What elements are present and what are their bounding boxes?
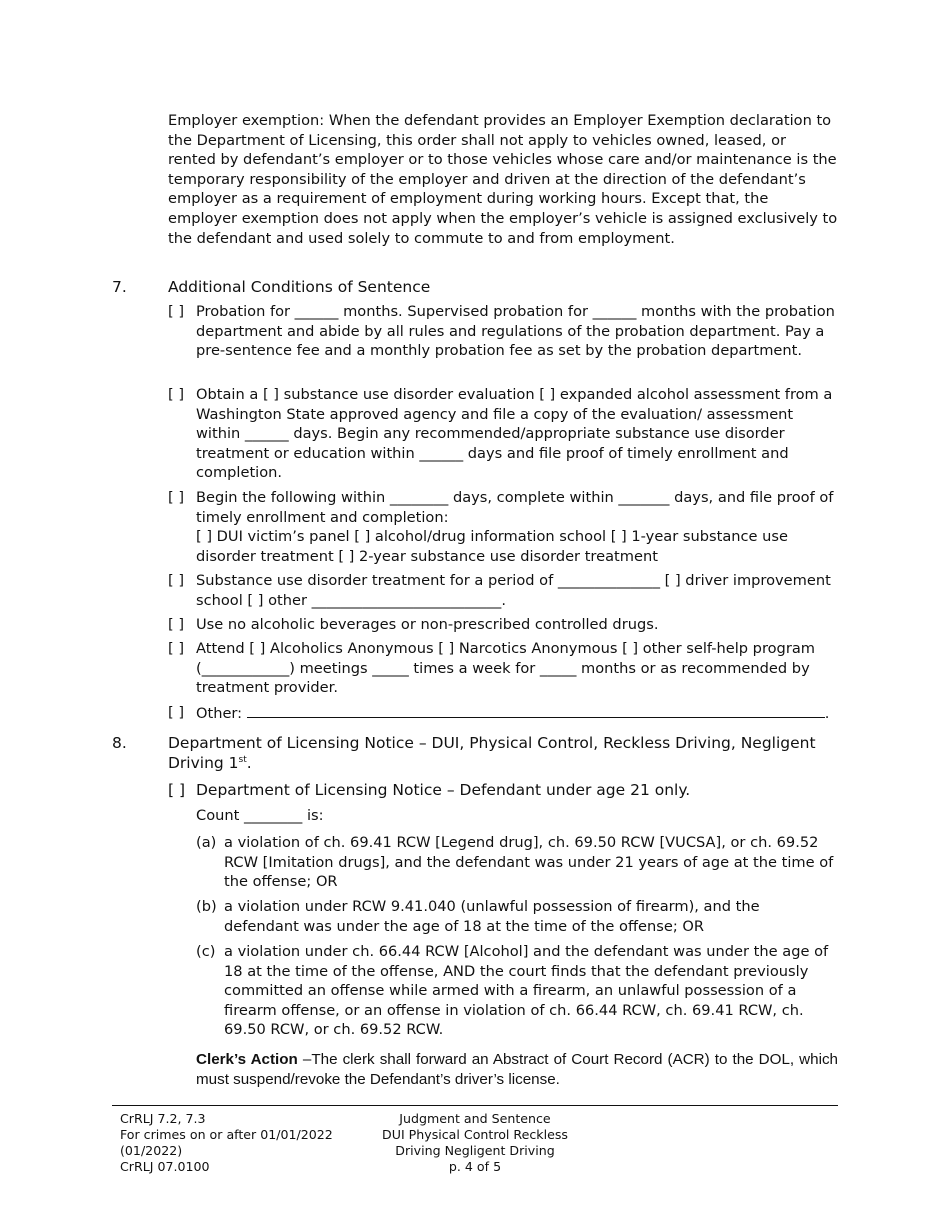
condition-evaluation (168, 385, 838, 483)
checkbox-no-alcohol[interactable]: [ ] (168, 616, 185, 633)
violation-item-b-label: (b) (196, 898, 217, 915)
dol-notice-under-21 (168, 780, 838, 800)
footer-form-subtitle-1: DUI Physical Control Reckless (382, 1127, 568, 1142)
section-8-title-text: Department of Licensing Notice – DUI, Physical Control, Reckless Driving, Negligent Driving 1 (168, 734, 816, 772)
condition-attend-meetings-text: Attend [ ] Alcoholics Anonymous [ ] Narcotics Anonymous [ ] other self-help program (____________) meetings _____ times a week for _____ months or as recommended by treatment provider. (196, 640, 815, 697)
violation-item-c-label: (c) (196, 943, 216, 960)
violation-item-b-text: a violation under RCW 9.41.040 (unlawful possession of firearm), and the defendant was under the age of 18 at the time of the offense; OR (224, 898, 760, 935)
footer-center (360, 1111, 590, 1175)
condition-probation (168, 302, 838, 361)
section-8-title-period: . (246, 754, 252, 772)
footer-revision-date: (01/2022) (120, 1143, 183, 1158)
violation-item-a (196, 833, 838, 892)
checkbox-other[interactable]: [ ] (168, 704, 185, 721)
footer-left (120, 1111, 333, 1175)
footer-rule-citation: CrRLJ 7.2, 7.3 (120, 1111, 206, 1126)
violation-item-b (196, 897, 838, 936)
condition-other-label: Other: (196, 705, 243, 722)
violation-item-a-text: a violation of ch. 69.41 RCW [Legend drug], ch. 69.50 RCW [VUCSA], or ch. 69.52 RCW [Imitation drugs], and the defendant was under 21 years of age at the time of the offense; OR (224, 834, 834, 891)
checkbox-treatment-period[interactable]: [ ] (168, 572, 185, 589)
condition-other-input-line[interactable] (247, 703, 825, 718)
checkbox-dol-notice-under-21[interactable]: [ ] (168, 781, 186, 799)
checkbox-evaluation[interactable]: [ ] (168, 386, 185, 403)
condition-no-alcohol (168, 615, 838, 635)
checkbox-probation[interactable]: [ ] (168, 303, 185, 320)
condition-probation-text: Probation for ______ months. Supervised probation for ______ months with the probation department and abide by all rules and regulations of the probation department. Pay a pre-sentence fee and a monthly probation fee as set by the probation department. (196, 303, 835, 360)
count-line-text: Count ________ is: (196, 807, 324, 824)
condition-begin-following-options: [ ] DUI victim’s panel [ ] alcohol/drug information school [ ] 1-year substance use disorder treatment [ ] 2-year substance use disorder treatment (196, 528, 788, 565)
section-8-number: 8. (112, 734, 127, 752)
condition-treatment-period-text: Substance use disorder treatment for a period of ______________ [ ] driver improvement school [ ] other __________________________. (196, 572, 831, 609)
violation-item-a-label: (a) (196, 834, 217, 851)
clerks-action-text: –The clerk shall forward an Abstract of Court Record (ACR) to the DOL, which must suspend/revoke the Defendant’s driver’s license. (196, 1051, 838, 1088)
clerks-action (196, 1050, 838, 1090)
violation-item-c (196, 942, 838, 1040)
section-8-title (168, 733, 828, 773)
violation-item-c-text: a violation under ch. 66.44 RCW [Alcohol] and the defendant was under the age of 18 at the time of the offense, AND the court finds that the defendant previously committed an offense while armed with a firearm, an unlawful possession of a firearm offense, or an offense in violation of ch. 66.44 RCW, ch. 69.41 RCW, ch. 69.50 RCW, or ch. 69.52 RCW. (224, 943, 829, 1039)
employer-exemption-label: Employer exemption: (168, 112, 325, 129)
checkbox-attend-meetings[interactable]: [ ] (168, 640, 185, 657)
condition-attend-meetings (168, 639, 838, 698)
section-7-number: 7. (112, 278, 127, 296)
section-8-title-superscript: st (238, 754, 247, 765)
employer-exemption-paragraph (168, 111, 838, 248)
dol-notice-under-21-text: Department of Licensing Notice – Defendant under age 21 only. (196, 781, 691, 799)
condition-other (168, 703, 838, 724)
footer-form-subtitle-2: Driving Negligent Driving (395, 1143, 555, 1158)
condition-begin-following-text: Begin the following within ________ days, complete within _______ days, and file proof of timely enrollment and completion: (196, 489, 834, 526)
condition-other-period: . (824, 705, 830, 722)
condition-evaluation-text: Obtain a [ ] substance use disorder evaluation [ ] expanded alcohol assessment from a Washington State approved agency and file a copy of the evaluation/ assessment within ______ days. Begin any recommended/appropriate substance use disorder treatment or education within ______ days and file proof of timely enrollment and completion. (196, 386, 833, 482)
footer-divider (112, 1105, 838, 1106)
condition-no-alcohol-text: Use no alcoholic beverages or non-prescribed controlled drugs. (196, 616, 659, 633)
employer-exemption-text: When the defendant provides an Employer Exemption declaration to the Department of Licensing, this order shall not apply to vehicles owned, leased, or rented by defendant’s employer or to those vehicles whose care and/or maintenance is the temporary responsibility of the employer and driven at the direction of the defendant’s employer as a requirement of employment during working hours. Except that, the employer exemption does not apply when the employer’s vehicle is assigned exclusively to the defendant and used solely to commute to and from employment. (168, 112, 838, 247)
footer-form-number: CrRLJ 07.0100 (120, 1159, 210, 1174)
condition-begin-following (168, 488, 838, 566)
footer-page-number: p. 4 of 5 (448, 1159, 502, 1174)
footer-crimes-date: For crimes on or after 01/01/2022 (120, 1127, 333, 1142)
condition-treatment-period (168, 571, 838, 610)
checkbox-begin-following[interactable]: [ ] (168, 489, 185, 506)
count-line (196, 806, 838, 826)
footer-form-title: Judgment and Sentence (399, 1111, 551, 1126)
clerks-action-label: Clerk’s Action (196, 1051, 298, 1068)
section-7-title: Additional Conditions of Sentence (168, 278, 431, 296)
